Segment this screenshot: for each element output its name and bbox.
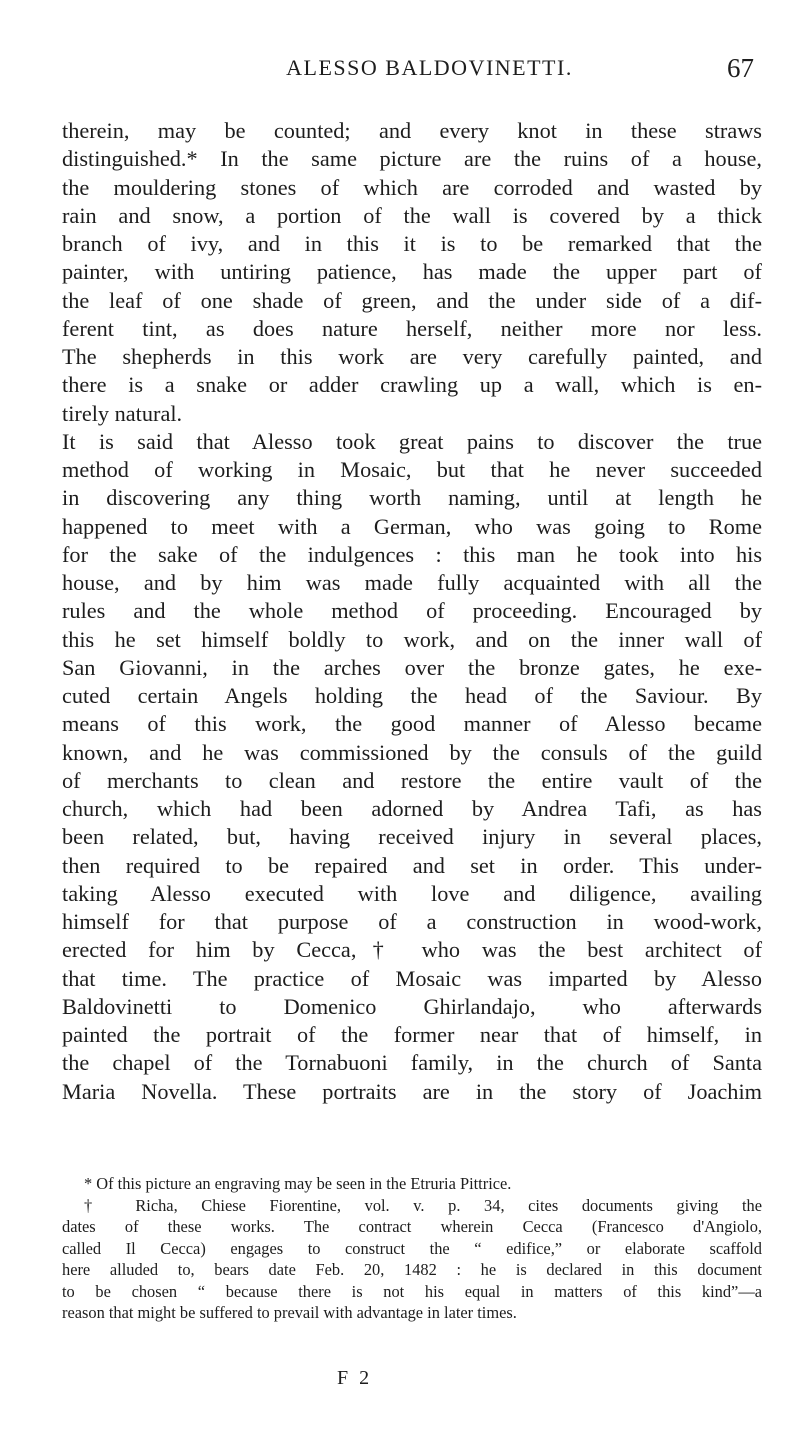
text-line: painter, with untiring patience, has made the upper part of xyxy=(62,259,762,285)
text-line: taking Alesso executed with love and diligence, availing xyxy=(62,880,762,906)
text-line: this he set himself boldly to work, and on the inner wall of xyxy=(62,626,762,652)
body-text xyxy=(62,117,762,1106)
text-line: branch of ivy, and in this it is to be remarked that the xyxy=(62,231,762,256)
text-line: known, and he was commissioned by the consuls of the guild xyxy=(62,739,762,765)
footnote-line: called Il Cecca) engages to construct the “ edifice,” or elaborate scaffold xyxy=(62,1238,762,1258)
text-line: means of this work, the good manner of Alesso became xyxy=(62,711,762,737)
footnote-line: here alluded to, bears date Feb. 20, 1482 : he is declared in this document xyxy=(62,1260,762,1279)
text-line: there is a snake or adder crawling up a wall, which is en- xyxy=(62,372,762,398)
text-line: in discovering any thing worth naming, until at length he xyxy=(62,485,762,511)
text-line: It is said that Alesso took great pains to discover the true xyxy=(62,428,762,454)
signature-mark: F 2 xyxy=(337,1367,373,1389)
running-head: ALESSO BALDOVINETTI. xyxy=(286,55,573,80)
footnote-line: reason that might be suffered to prevail with advantage in later times. xyxy=(62,1303,517,1322)
text-line: the mouldering stones of which are corroded and wasted by xyxy=(62,174,762,200)
text-line: that time. The practice of Mosaic was imparted by Alesso xyxy=(62,965,762,991)
text-line: for the sake of the indulgences : this man he took into his xyxy=(62,541,762,567)
text-line: rain and snow, a portion of the wall is covered by a thick xyxy=(62,202,762,228)
footnotes xyxy=(62,1173,762,1324)
text-line: The shepherds in this work are very carefully painted, and xyxy=(62,344,762,369)
text-line: ferent tint, as does nature herself, neither more nor less. xyxy=(62,315,762,341)
page-header xyxy=(105,50,754,86)
footnote-line: dates of these works. The contract wherein Cecca (Francesco d'Angiolo, xyxy=(62,1217,762,1236)
text-line: tirely natural. xyxy=(62,400,183,426)
text-line: therein, may be counted; and every knot in these straws xyxy=(62,118,762,143)
text-line: Maria Novella. These portraits are in the story of Joachim xyxy=(62,1078,762,1104)
text-line: painted the portrait of the former near that of himself, in xyxy=(62,1022,762,1047)
text-line: happened to meet with a German, who was going to Rome xyxy=(62,513,762,539)
footnote-line: † Richa, Chiese Fiorentine, vol. v. p. 34, cites documents giving the xyxy=(84,1195,762,1215)
text-line: San Giovanni, in the arches over the bronze gates, he exe- xyxy=(62,654,762,680)
text-line: the chapel of the Tornabuoni family, in the church of Santa xyxy=(62,1050,762,1076)
text-line: house, and by him was made fully acquainted with all the xyxy=(62,570,762,595)
text-line: method of working in Mosaic, but that he never succeeded xyxy=(62,457,762,482)
text-line: rules and the whole method of proceeding. Encouraged by xyxy=(62,598,762,624)
text-line: been related, but, having received injury in several places, xyxy=(62,824,762,850)
text-line: erected for him by Cecca,† who was the best architect of xyxy=(62,937,762,963)
page-number: 67 xyxy=(727,53,754,83)
text-line: church, which had been adorned by Andrea Tafi, as has xyxy=(62,796,762,821)
text-line: himself for that purpose of a construction in wood-work, xyxy=(62,909,762,934)
text-line: of merchants to clean and restore the entire vault of the xyxy=(62,767,762,793)
footnote-line: * Of this picture an engraving may be seen in the Etruria Pittrice. xyxy=(84,1174,512,1193)
text-line: cuted certain Angels holding the head of the Saviour. By xyxy=(62,683,762,708)
text-line: the leaf of one shade of green, and the under side of a dif- xyxy=(62,287,762,313)
text-line: distinguished.* In the same picture are the ruins of a house, xyxy=(62,146,762,172)
footnote-line: to be chosen “ because there is not his equal in matters of this kind”—a xyxy=(62,1281,762,1301)
text-line: then required to be repaired and set in order. This under- xyxy=(62,852,762,878)
text-line: Baldovinetti to Domenico Ghirlandajo, who afterwards xyxy=(62,993,762,1019)
